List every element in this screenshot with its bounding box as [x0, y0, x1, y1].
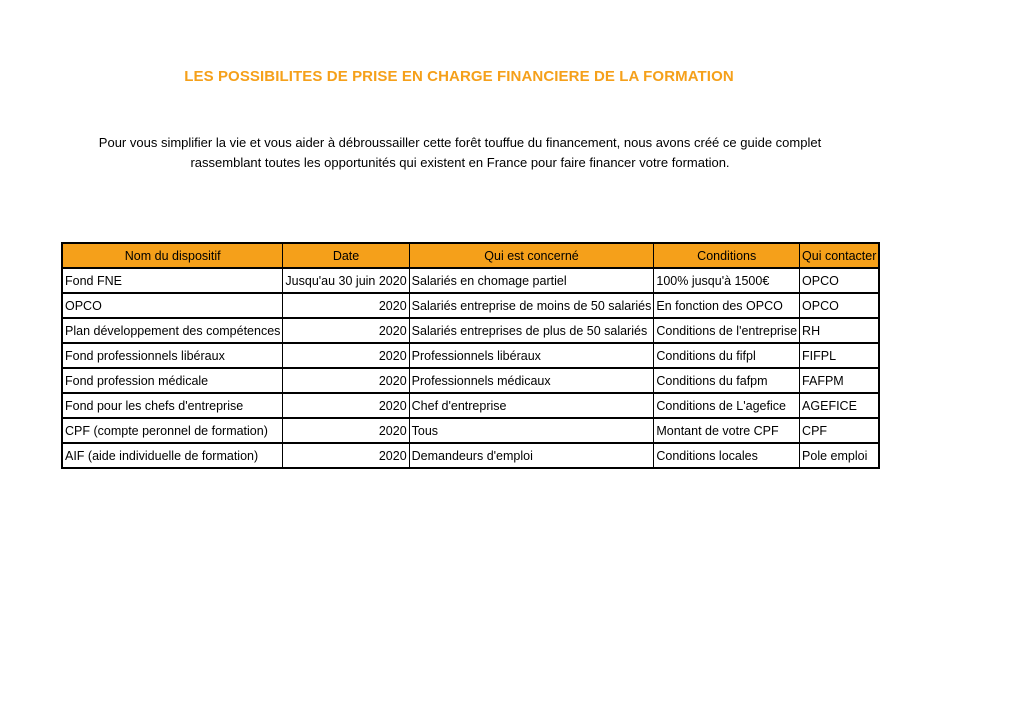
cell-date: Jusqu'au 30 juin 2020: [283, 268, 409, 293]
cell-concerne: Salariés entreprises de plus de 50 salariés: [409, 318, 654, 343]
header-conditions: Conditions: [654, 243, 800, 268]
cell-nom: CPF (compte peronnel de formation): [62, 418, 283, 443]
cell-contact: RH: [800, 318, 880, 343]
header-nom-du-dispositif: Nom du dispositif: [62, 243, 283, 268]
cell-conditions: En fonction des OPCO: [654, 293, 800, 318]
header-qui-contacter: Qui contacter: [800, 243, 880, 268]
cell-date: 2020: [283, 318, 409, 343]
financing-table: [61, 242, 880, 469]
cell-nom: Fond professionnels libéraux: [62, 343, 283, 368]
table-row: [62, 443, 879, 468]
intro-line: Pour vous simplifier la vie et vous aider à débroussailler cette forêt touffue du financement, nous avons créé ce guide complet: [98, 135, 822, 150]
cell-concerne: Tous: [409, 418, 654, 443]
header-date: Date: [283, 243, 409, 268]
table-row: [62, 293, 879, 318]
cell-contact: OPCO: [800, 268, 880, 293]
cell-concerne: Demandeurs d'emploi: [409, 443, 654, 468]
header-qui-est-concerne: Qui est concerné: [409, 243, 654, 268]
table-header-row: [62, 243, 879, 268]
cell-concerne: Professionnels libéraux: [409, 343, 654, 368]
cell-date: 2020: [283, 293, 409, 318]
table-row: [62, 368, 879, 393]
cell-date: 2020: [283, 343, 409, 368]
cell-nom: Fond profession médicale: [62, 368, 283, 393]
table-row: [62, 268, 879, 293]
cell-contact: AGEFICE: [800, 393, 880, 418]
cell-date: 2020: [283, 368, 409, 393]
cell-nom: AIF (aide individuelle de formation): [62, 443, 283, 468]
cell-nom: Fond FNE: [62, 268, 283, 293]
cell-contact: FAFPM: [800, 368, 880, 393]
cell-concerne: Chef d'entreprise: [409, 393, 654, 418]
cell-nom: Fond pour les chefs d'entreprise: [62, 393, 283, 418]
cell-conditions: Montant de votre CPF: [654, 418, 800, 443]
cell-contact: FIFPL: [800, 343, 880, 368]
table-row: [62, 418, 879, 443]
cell-concerne: Salariés entreprise de moins de 50 salariés: [409, 293, 654, 318]
cell-date: 2020: [283, 443, 409, 468]
cell-concerne: Professionnels médicaux: [409, 368, 654, 393]
cell-nom: Plan développement des compétences: [62, 318, 283, 343]
cell-conditions: Conditions du fafpm: [654, 368, 800, 393]
cell-conditions: 100% jusqu'à 1500€: [654, 268, 800, 293]
cell-conditions: Conditions de L'agefice: [654, 393, 800, 418]
cell-contact: OPCO: [800, 293, 880, 318]
intro-line: rassemblant toutes les opportunités qui existent en France pour faire financer votre formation.: [190, 155, 730, 170]
cell-date: 2020: [283, 393, 409, 418]
table-row: [62, 318, 879, 343]
cell-conditions: Conditions du fifpl: [654, 343, 800, 368]
cell-date: 2020: [283, 418, 409, 443]
cell-contact: CPF: [800, 418, 880, 443]
intro-paragraph: [60, 133, 860, 173]
cell-contact: Pole emploi: [800, 443, 880, 468]
cell-concerne: Salariés en chomage partiel: [409, 268, 654, 293]
table-row: [62, 343, 879, 368]
table-row: [62, 393, 879, 418]
cell-conditions: Conditions de l'entreprise: [654, 318, 800, 343]
cell-nom: OPCO: [62, 293, 283, 318]
document-title: LES POSSIBILITES DE PRISE EN CHARGE FINANCIERE DE LA FORMATION: [184, 68, 734, 85]
cell-conditions: Conditions locales: [654, 443, 800, 468]
